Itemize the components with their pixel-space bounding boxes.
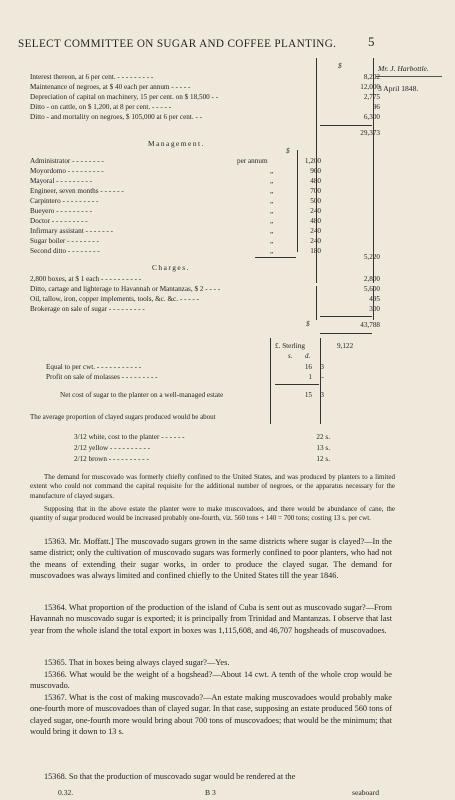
average-row: 2/12 brown - - - - - - - - - - 12 s.: [74, 455, 330, 463]
management-row: Engineer, seven months - - - - - - „ 700: [30, 187, 321, 195]
grand-total-row: 43,788: [360, 321, 380, 329]
top-subtotal-row: 29,373: [360, 129, 380, 137]
charges-rule-right: [373, 286, 374, 320]
charges-row: Oil, tallow, iron, copper implements, tools, &c. &c. - - - - - 495: [30, 295, 380, 303]
average-row: 3/12 white, cost to the planter - - - - - - 22 s.: [74, 433, 330, 441]
footer-signature: B 3: [205, 788, 216, 797]
sidenote-date: 3 April 1848.: [378, 84, 419, 93]
sterling-row: Equal to per cwt. - - - - - - - - - - - 16 3: [46, 363, 324, 371]
shillings-unit: s.: [288, 352, 293, 360]
sidenote-name: Mr. J. Harbottle.: [378, 64, 429, 73]
management-row: Second ditto - - - - - - - - „ 180: [30, 247, 321, 255]
testimony-15366: 15366. What would be the weight of a hogshead?—About 14 cwt. A tenth of the whole crop would be muscovado.: [30, 670, 392, 691]
management-row: Carpintero - - - - - - - - - „ 500: [30, 197, 321, 205]
charges-row: Ditto, cartage and lighterage to Havannah or Mantanzas, $ 2 - - - - 5,600: [30, 285, 380, 293]
note-paragraph: Supposing that in the above estate the planter were to make muscovadoes, and there would be abundance of cane, the quantity of sugar produced would be increased probably one-fourth, viz. 560 tons + 140 = 700 tons; costing 13 s. per cwt.: [30, 505, 395, 523]
charges-row: 2,800 boxes, at $ 1 each - - - - - - - - - - 2,800: [30, 275, 380, 283]
sterling-total: 9,122: [337, 342, 354, 350]
management-subtotal-row: 5,220: [363, 253, 380, 261]
total-rule-top: [320, 316, 372, 317]
charges-heading: Charges.: [152, 263, 190, 272]
page-title: SELECT COMMITTEE ON SUGAR AND COFFEE PLANTING.: [18, 38, 337, 50]
total-rule-bottom: [320, 333, 372, 334]
management-row: Mayoral - - - - - - - - - „ 480: [30, 177, 321, 185]
testimony-15365: 15365. That in boxes being always clayed sugar?—Yes.: [44, 658, 230, 667]
cost-row: Ditto - and mortality on negroes, $ 105,000 at 6 per cent. - - 6,300: [30, 113, 380, 121]
testimony-15367: 15367. What is the cost of making muscovado?—An estate making muscovadoes would probably make one-fourth more of muscovadoes than of clayed sugar. In that case, supposing an estate produced 560 tons of clayed sugar, one-fourth more would bring about 700 tons of muscovadoes; that would be the minimum; that would bring it down to 13 s.: [30, 693, 392, 737]
page-number: 5: [368, 34, 375, 49]
net-rule: [275, 384, 319, 385]
management-currency: $: [286, 147, 290, 155]
testimony-15364: 15364. What proportion of the production of the island of Cuba is sent out as muscovado sugar?—From Havannah no muscovado sugar is exported; it is principally from Trinidad and Mantanzas. I observe that last year from the whole island the total export in boxes was 1,115,608, and 46,707 hogsheads of muscovadoes.: [30, 603, 392, 635]
cost-row: Ditto - on cattle, on $ 1,200, at 8 per cent. - - - - - 96: [30, 103, 380, 111]
management-row: Doctor - - - - - - - - - „ 480: [30, 217, 321, 225]
footer-catchword: seaboard: [352, 788, 379, 797]
average-intro: The average proportion of clayed sugars produced would be about: [30, 413, 216, 421]
average-row: 2/12 yellow - - - - - - - - - - 13 s.: [74, 444, 330, 452]
management-row: Administrator - - - - - - - - per annum 1,200: [30, 157, 321, 165]
sterling-row: Profit on sale of molasses - - - - - - - - - 1 –: [46, 373, 324, 381]
note-paragraph: The demand for muscovado was formerly chiefly confined to the United States, and was produced by planters to a limited extent who could not command the capital requisite for the additional number of negroes, or the apparatus necessary for the manufacture of clayed sugars.: [30, 473, 395, 500]
management-row: Infirmary assistant - - - - - - - „ 240: [30, 227, 321, 235]
sterling-header: £. Sterling: [275, 342, 305, 350]
footer-left: 0.32.: [58, 788, 74, 797]
top-currency: $: [338, 62, 342, 70]
pence-unit: d.: [305, 352, 311, 360]
management-row: Moyordomo - - - - - - - - - „ 960: [30, 167, 321, 175]
total-currency: $: [306, 320, 310, 328]
management-row: Sugar boiler - - - - - - - - „ 240: [30, 237, 321, 245]
management-row: Bueyero - - - - - - - - - „ 240: [30, 207, 321, 215]
charges-rule: [316, 286, 317, 320]
management-heading: Management.: [148, 139, 205, 148]
net-cost-row: Net cost of sugar to the planter on a well-managed estate 15 3: [60, 391, 324, 399]
cost-row: Maintenance of negroes, at $ 40 each per annum - - - - - 12,000: [30, 83, 380, 91]
cost-row: Depreciation of capital on machinery, 15 per cent. on $ 18,500 - - 2,775: [30, 93, 380, 101]
cost-row: Interest thereon, at 6 per cent. - - - - - - - - - 8,202: [30, 73, 380, 81]
charges-row: Brokerage on sale of sugar - - - - - - - - - 300: [30, 305, 380, 313]
testimony-15368: 15368. So that the production of muscovado sugar would be rendered at the: [44, 772, 296, 781]
subtotal-rule: [320, 125, 372, 126]
testimony-15363: 15363. Mr. Moffatt.] The muscovado sugars grown in the same districts where sugar is clayed?—In the same district; only the cultivation of muscovado sugars was formerly confined to poor planters, who had not the means of extending their sugar works, in order to produce the clayed sugar. The demand for muscovadoes was always limited and confined chiefly to the United States till the year 1846.: [30, 537, 392, 581]
